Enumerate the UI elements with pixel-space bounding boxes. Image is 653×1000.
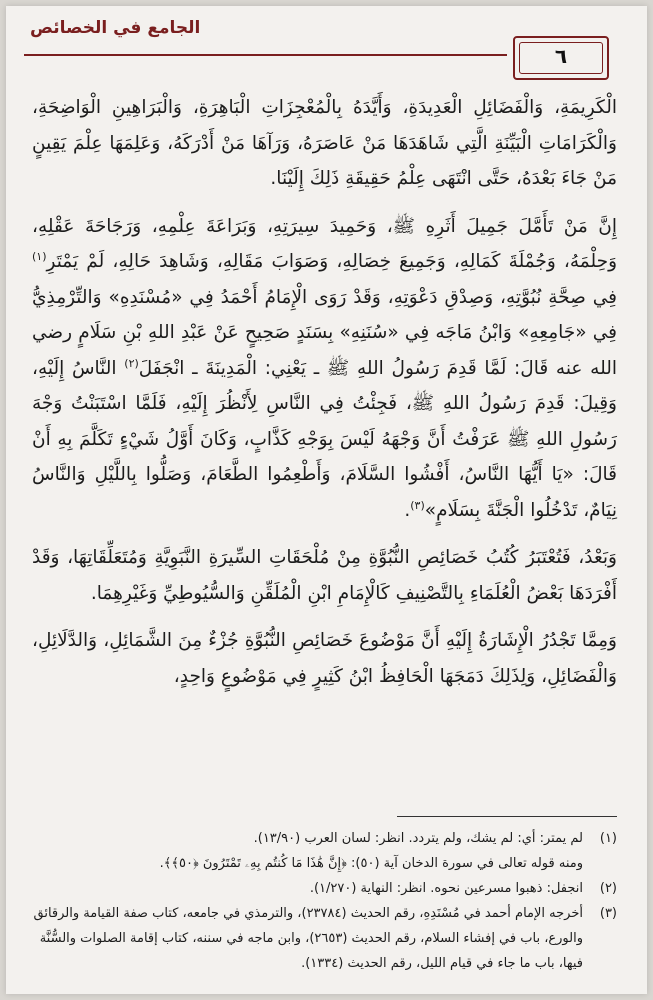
page-number-frame [513, 36, 609, 80]
footnote-text: انجفل: ذهبوا مسرعين نحوه. انظر: النهاية (١/٢٧٠). [309, 881, 583, 896]
footnote-marker[interactable]: (١) [32, 249, 47, 263]
footnotes [32, 826, 617, 976]
footnote-number: (٣) [599, 906, 617, 921]
footnote-marker[interactable]: (٢) [124, 356, 139, 370]
footnote-text: لم يمتر: أي: لم يشك، ولم يتردد. انظر: لسان العرب (١٣/٩٠). [253, 831, 583, 846]
paragraph-4 [32, 623, 617, 694]
header-rule [24, 54, 507, 56]
paragraph-text: فِي صِحَّةِ نُبُوَّتِهِ، وَصِدْقِ دَعْوَتِهِ، وَقَدْ رَوَى الْإِمَامُ أَحْمَدُ فِي «مُسْنَدِهِ» وَالتِّرْمِذِيُّ فِي «جَامِعِهِ» وَابْنُ مَاجَه فِي «سُنَنِهِ» بِسَنَدٍ صَحِيحٍ عَنْ عَبْدِ اللهِ بْنِ سَلَامٍ رضي الله عنه قَالَ: لَمَّا قَدِمَ رَسُولُ اللهِ ﷺ ـ يَعْنِي: الْمَدِينَةَ ـ انْجَفَلَ [32, 286, 617, 379]
paragraph-text: الْكَرِيمَةِ، وَالْفَضَائِلِ الْعَدِيدَةِ، وَأَيَّدَهُ بِالْمُعْجِزَاتِ الْبَاهِرَةِ، وَالْبَرَاهِينِ الْوَاضِحَةِ، وَالْكَرَامَاتِ الْبَيِّنَةِ الَّتِي شَاهَدَهَا مَنْ عَاصَرَهُ، وَرَآهَا مَنْ أَدْرَكَهُ، وَعَلِمَهَا عِلْمَ يَقِينٍ مَنْ جَاءَ بَعْدَهُ، حَتَّى انْتَهَى عِلْمُ حَقِيقَةِ ذَلِكَ إِلَيْنَا. [32, 97, 617, 189]
footnote-rule [397, 816, 617, 817]
footnote-3 [32, 901, 617, 976]
paragraph-2: إِنَّ مَنْ تَأَمَّلَ جَمِيلَ أَثَرِهِ ﷺ، وَحَمِيدَ سِيرَتِهِ، وَبَرَاعَةَ عِلْمِهِ، وَرَجَاحَةَ عَقْلِهِ، وَحِلْمَهُ، وَجُمْلَةَ كَمَالِهِ، وَجَمِيعَ خِصَالِهِ، وَصَوَابَ مَقَالِهِ، وَشَاهِدَ حَالِهِ، لَمْ يَمْتَرِ$^{(١)}$ فِي صِحَّةِ نُبُوَّتِهِ، وَصِدْقِ دَعْوَتِهِ، وَقَدْ رَوَى الْإِمَامُ أَحْمَدُ فِي «مُسْنَدِهِ» وَالتِّرْمِذِيُّ فِي «جَامِعِهِ» وَابْنُ مَاجَه فِي «سُنَنِهِ» بِسَنَدٍ صَحِيحٍ عَنْ عَبْدِ اللهِ بْنِ سَلَامٍ رضي الله عنه قَالَ: لَمَّا قَدِمَ رَسُولُ اللهِ ﷺ ـ يَعْنِي: الْمَدِينَةَ ـ انْجَفَلَ$^{(٢)}$ النَّاسُ إِلَيْهِ، وَقِيلَ: قَدِمَ رَسُولُ اللهِ ﷺ، فَجِئْتُ فِي النَّاسِ لِأَنْظُرَ إِلَيْهِ، فَلَمَّا اسْتَبَنْتُ وَجْهَ رَسُولِ اللهِ ﷺ عَرَفْتُ أَنَّ وَجْهَهُ لَيْسَ بِوَجْهِ كَذَّابٍ، وَكَانَ أَوَّلُ شَيْءٍ تَكَلَّمَ بِهِ أَنْ قَالَ: «يَا أَيُّهَا النَّاسُ، أَفْشُوا السَّلَامَ، وَأَطْعِمُوا الطَّعَامَ، وَصَلُّوا بِاللَّيْلِ وَالنَّاسُ نِيَامٌ، تَدْخُلُوا الْجَنَّةَ بِسَلَامٍ»$^{(٣)}$. [32, 215, 617, 521]
paragraph-1 [32, 90, 617, 197]
footnote-text: أخرجه الإمام أحمد في مُسْنَدِهِ، رقم الحديث (٢٣٧٨٤)، والترمذي في جامعه، كتاب صفة القيامة والرقائق والورع، باب في إفشاء السلام، رقم الحديث (٢٦٥٣)، وابن ماجه في سننه، كتاب إقامة الصلوات والسُّنَّة فيها، باب ما جاء في قيام الليل، رقم الحديث (١٣٣٤). [33, 906, 583, 971]
page-number: ٦ [554, 44, 568, 68]
footnote-number: (١) [599, 831, 617, 846]
footnote-2 [32, 876, 617, 901]
footnote-1 [32, 826, 617, 851]
main-text [32, 90, 617, 706]
footnote-number: (٢) [599, 881, 617, 896]
paragraph-3 [32, 540, 617, 611]
book-page [6, 6, 647, 994]
paragraph-text: وَمِمَّا تَجْدُرُ الْإِشَارَةُ إِلَيْهِ أَنَّ مَوْضُوعَ خَصَائِصِ النُّبُوَّةِ جُزْءٌ مِنَ الشَّمَائِلِ، وَالدَّلَائِلِ، وَالْفَضَائِلِ، وَلِذَلِكَ دَمَجَهَا الْحَافِظُ ابْنُ كَثِيرٍ فِي مَوْضُوعٍ وَاحِدٍ، [32, 630, 617, 687]
footnote-marker[interactable]: (٣) [410, 498, 425, 512]
paragraph-text: إِنَّ مَنْ تَأَمَّلَ جَمِيلَ أَثَرِهِ ﷺ، وَحَمِيدَ سِيرَتِهِ، وَبَرَاعَةَ عِلْمِهِ، وَرَجَاحَةَ عَقْلِهِ، وَحِلْمَهُ، وَجُمْلَةَ كَمَالِهِ، وَجَمِيعَ خِصَالِهِ، وَصَوَابَ مَقَالِهِ، وَشَاهِدَ حَالِهِ، لَمْ يَمْتَرِ [32, 215, 617, 272]
paragraph-text: وَبَعْدُ، فَتُعْتَبَرُ كُتُبُ خَصَائِصِ النُّبُوَّةِ مِنْ مُلْحَقَاتِ السِّيرَةِ النَّبَوِيَّةِ وَمُتَعَلِّقَاتِهَا، وَقَدْ أَفْرَدَهَا بَعْضُ الْعُلَمَاءِ بِالتَّصْنِيفِ كَالْإِمَامِ ابْنِ الْمُلَقِّنِ وَالسُّيُوطِيِّ وَغَيْرِهِمَا. [32, 547, 617, 604]
paragraph-text: النَّاسُ إِلَيْهِ، وَقِيلَ: قَدِمَ رَسُولُ اللهِ ﷺ، فَجِئْتُ فِي النَّاسِ لِأَنْظُرَ إِلَيْهِ، فَلَمَّا اسْتَبَنْتُ وَجْهَ رَسُولِ اللهِ ﷺ عَرَفْتُ أَنَّ وَجْهَهُ لَيْسَ بِوَجْهِ كَذَّابٍ، وَكَانَ أَوَّلُ شَيْءٍ تَكَلَّمَ بِهِ أَنْ قَالَ: «يَا أَيُّهَا النَّاسُ، أَفْشُوا السَّلَامَ، وَأَطْعِمُوا الطَّعَامَ، وَصَلُّوا بِاللَّيْلِ وَالنَّاسُ نِيَامٌ، تَدْخُلُوا الْجَنَّةَ بِسَلَامٍ» [32, 357, 617, 521]
footnote-1-continuation: ومنه قوله تعالى في سورة الدخان آية (٥٠): ﴿إِنَّ هَٰذَا مَا كُنتُم بِهِۦ تَمْتَرُونَ ﴿٥٠﴾﴾. [159, 856, 583, 871]
running-title: الجامع في الخصائص [30, 18, 201, 38]
